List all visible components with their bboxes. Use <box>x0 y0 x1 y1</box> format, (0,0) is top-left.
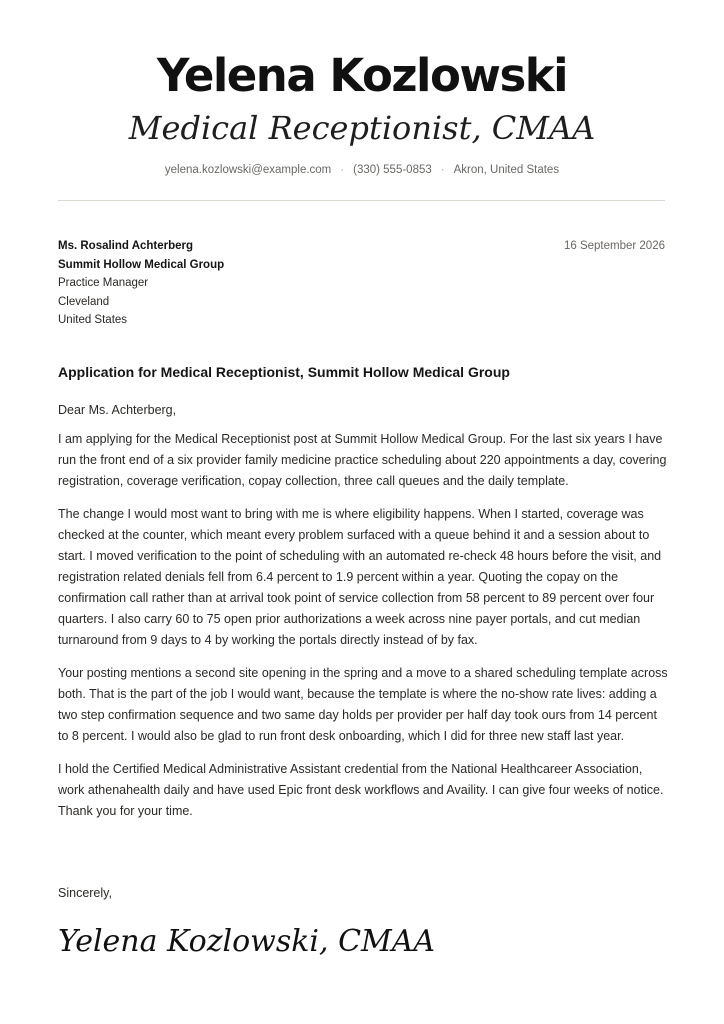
body-paragraph: I am applying for the Medical Receptionist post at Summit Hollow Medical Group. For the last six years I have run the front end of a six provider family medicine practice scheduling about 220 appointments a day, covering registration, coverage verification, copay collection, three call queues and the daily template. <box>58 432 667 488</box>
body-paragraph: Your posting mentions a second site opening in the spring and a move to a shared scheduling template across both. That is the part of the job I would want, because the template is where the no-show rate lives: adding a two step confirmation sequence and two same day holds per provider per half day took ours from 14 percent to 8 percent. I would also be glad to run front desk onboarding, which I did for three new staff last year. <box>58 666 668 743</box>
recipient-city: Cleveland <box>58 295 110 308</box>
recipient-role: Practice Manager <box>58 277 149 289</box>
recipient-country: United States <box>58 314 128 326</box>
recipient-organization: Summit Hollow Medical Group <box>58 258 225 271</box>
header-divider <box>58 200 665 201</box>
contact-line <box>0 162 724 178</box>
closing: Sincerely, <box>58 886 112 900</box>
recipient-name: Ms. Rosalind Achterberg <box>58 240 194 252</box>
letter-date: 16 September 2026 <box>563 240 665 252</box>
applicant-title: Medical Receptionist, CMAA <box>128 109 596 147</box>
signature: Yelena Kozlowski, CMAA <box>58 924 436 959</box>
contact-separator: · <box>440 164 445 176</box>
contact-email: yelena.kozlowski@example.com <box>164 164 332 176</box>
recipient-block <box>58 237 224 330</box>
applicant-name: Yelena Kozlowski <box>156 49 568 102</box>
contact-phone: (330) 555-0853 <box>353 164 432 176</box>
letter-body <box>58 400 668 834</box>
contact-location: Akron, United States <box>453 164 560 176</box>
body-paragraph: The change I would most want to bring with me is where eligibility happens. When I started, coverage was checked at the counter, which meant every problem surfaced with a queue behind it and a session about to start. I moved verification to the point of scheduling with an automated re-check 48 hours before the visit, and registration related denials fell from 6.4 percent to 1.9 percent within a year. Quoting the copay on the confirmation call rather than at arrival took point of service collection from 58 percent to 89 percent over four quarters. I also carry 60 to 75 open prior authorizations a week across nine payer portals, and cut median turnaround from 9 days to 4 by working the portals directly instead of by fax. <box>58 507 662 647</box>
body-paragraph: I hold the Certified Medical Administrative Assistant credential from the National Healthcareer Association, work athenahealth daily and have used Epic front desk workflows and Availity. I can give four weeks of notice. Thank you for your time. <box>58 762 664 818</box>
letter-subject: Application for Medical Receptionist, Summit Hollow Medical Group <box>58 364 510 380</box>
salutation: Dear Ms. Achterberg, <box>58 403 177 417</box>
contact-separator: · <box>340 164 345 176</box>
